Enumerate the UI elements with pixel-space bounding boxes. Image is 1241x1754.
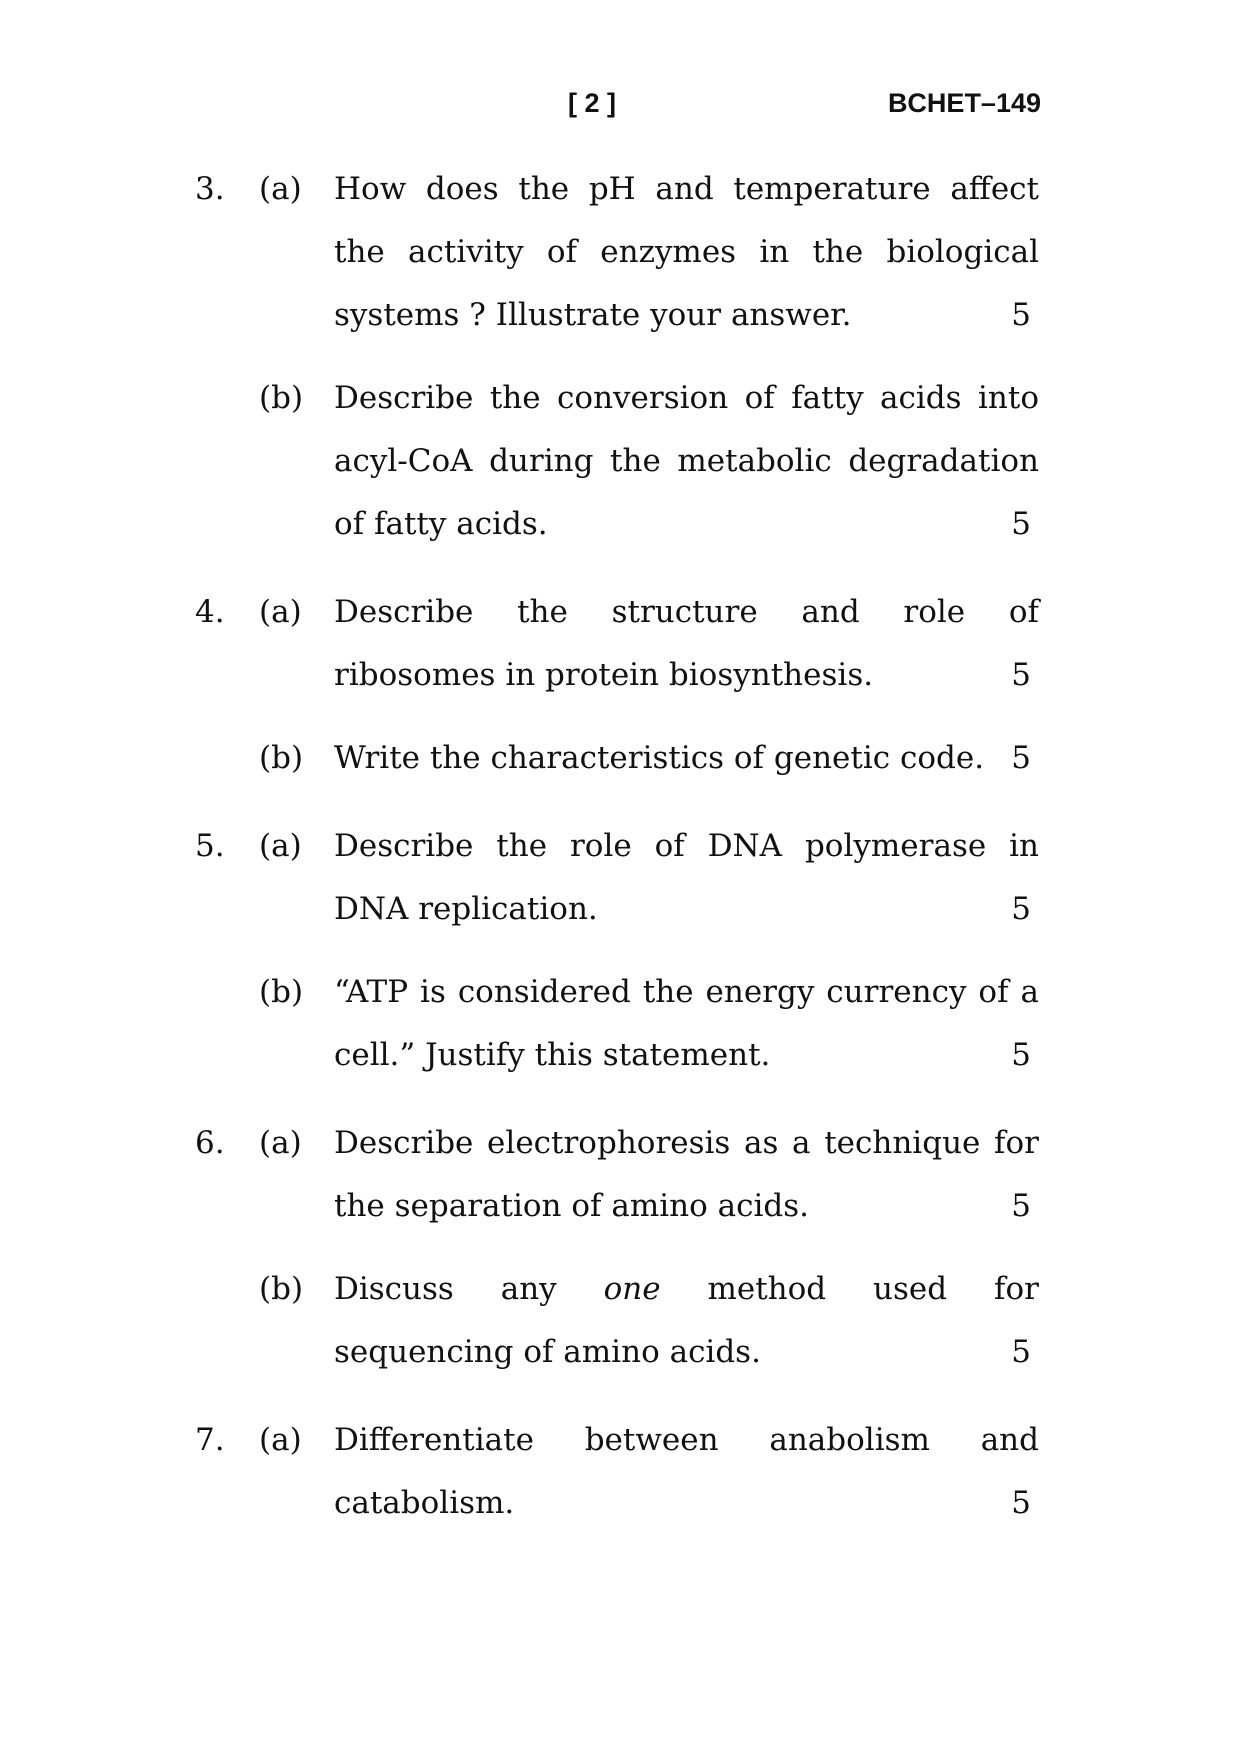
marks: 5 [1011,1188,1031,1224]
marks: 5 [1011,657,1031,693]
question-6 [195,1112,1041,1384]
question-number: 6. [195,1125,225,1161]
question-body: How does the pH and temperature affect the activity of enzymes in the biological systems ? Illustrate your answer. [334,171,1039,333]
question-3b [195,367,1041,556]
question-number: 4. [195,594,225,630]
part-label: (a) [259,1125,302,1161]
question-5a [195,815,1041,941]
question-5b [195,961,1041,1087]
part-label: (b) [259,1271,304,1307]
question-body: Describe electrophoresis as a technique for the separation of amino acids. [334,1125,1039,1224]
question-body: “ATP is considered the energy currency of a cell.” Justify this statement. [334,974,1039,1073]
question-4 [195,581,1041,790]
question-text [334,727,1041,790]
question-text [334,158,1041,347]
question-6a [195,1112,1041,1238]
question-text [334,961,1041,1087]
question-text [334,1258,1041,1384]
page-header [0,88,1241,128]
emphasis-text: one [603,1271,661,1307]
marks: 5 [1011,891,1031,927]
page-number: [ 2 ] [568,88,617,118]
question-list [195,158,1041,1535]
part-label: (a) [259,171,302,207]
part-label: (b) [259,380,304,416]
question-body: Write the characteristics of genetic code. [334,740,985,776]
question-number: 5. [195,828,225,864]
part-label: (b) [259,740,304,776]
part-label: (b) [259,974,304,1010]
question-5 [195,815,1041,1087]
question-text [334,1112,1041,1238]
question-number: 3. [195,171,225,207]
question-body: Describe the role of DNA polymerase in DNA replication. [334,828,1039,927]
question-text [334,1409,1041,1535]
marks: 5 [1011,740,1031,776]
question-text [334,581,1041,707]
question-3a [195,158,1041,347]
question-body: Describe the structure and role of ribosomes in protein biosynthesis. [334,594,1039,693]
question-body: Differentiate between anabolism and catabolism. [334,1422,1039,1521]
question-6b [195,1258,1041,1384]
part-label: (a) [259,594,302,630]
question-number: 7. [195,1422,225,1458]
question-7 [195,1409,1041,1535]
part-label: (a) [259,1422,302,1458]
question-body-start: Discuss any [334,1271,557,1307]
marks: 5 [1011,506,1031,542]
paper-code: BCHET–149 [887,88,1041,118]
question-4b [195,727,1041,790]
marks: 5 [1011,1037,1031,1073]
question-body: Describe the conversion of fatty acids into acyl-CoA during the metabolic degradation of fatty acids. [334,380,1039,542]
question-3 [195,158,1041,556]
marks: 5 [1011,1485,1031,1521]
marks: 5 [1011,297,1031,333]
marks: 5 [1011,1334,1031,1370]
question-7a [195,1409,1041,1535]
question-4a [195,581,1041,707]
part-label: (a) [259,828,302,864]
question-body-end: method used for sequencing of amino acids. [334,1271,1039,1370]
question-text [334,367,1041,556]
question-text [334,815,1041,941]
